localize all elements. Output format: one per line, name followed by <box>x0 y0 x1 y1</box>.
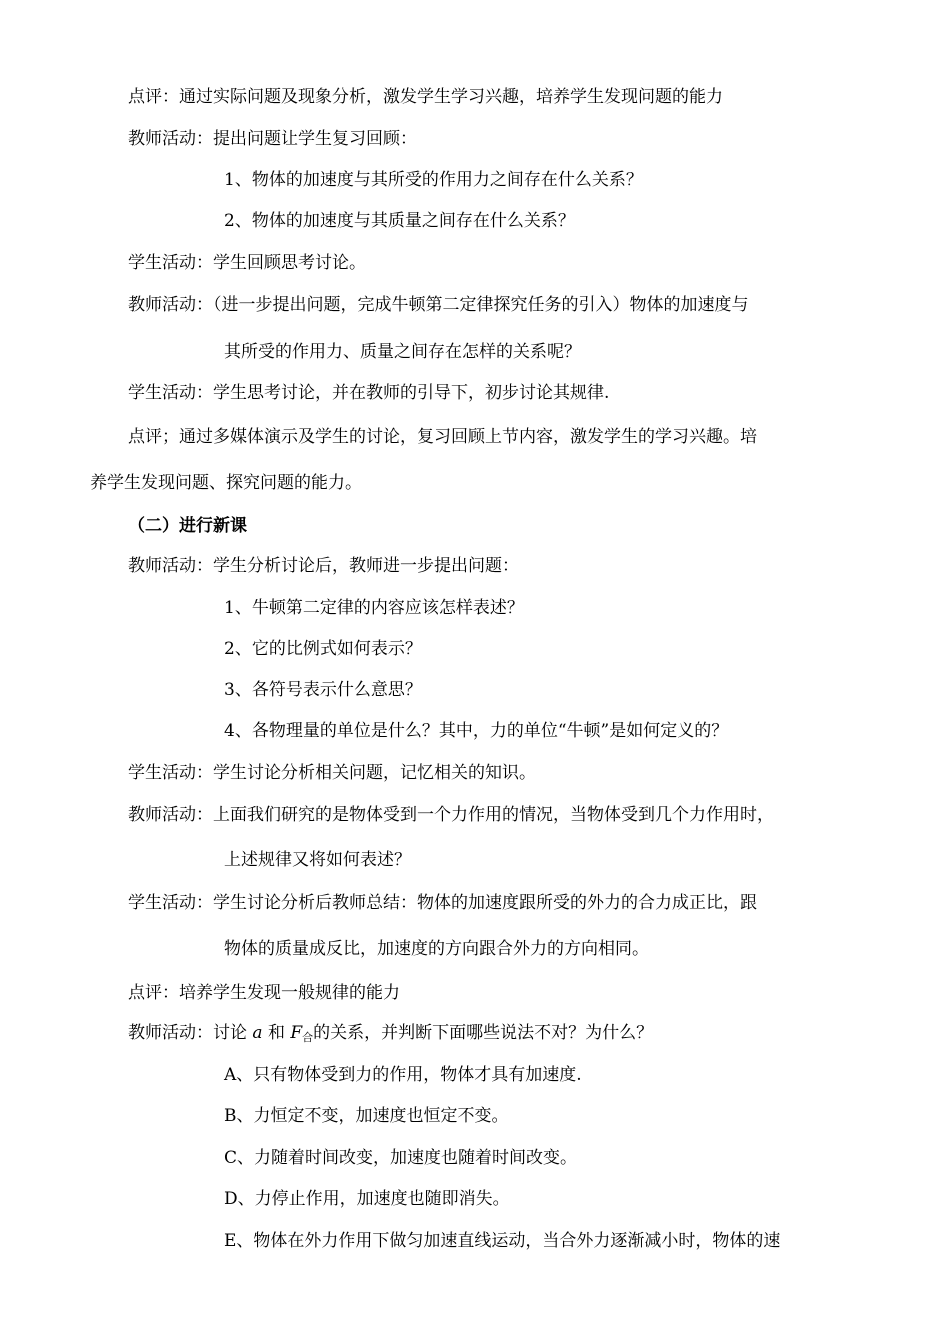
net-force-subscript: 合 <box>302 1031 314 1044</box>
student-activity-line: 学生活动：学生讨论分析相关问题，记忆相关的知识。 <box>128 763 536 783</box>
option-item: A、只有物体受到力的作用，物体才具有加速度. <box>224 1065 582 1085</box>
teacher-activity-formula-line <box>128 1022 653 1049</box>
question-item: 4、各物理量的单位是什么？其中，力的单位“牛顿”是如何定义的？ <box>224 721 729 741</box>
teacher-activity-continuation: 其所受的作用力、质量之间存在怎样的关系呢？ <box>224 342 581 362</box>
teacher-activity-line: 教师活动：上面我们研究的是物体受到一个力作用的情况，当物体受到几个力作用时， <box>128 805 774 825</box>
comment-line: 点评：通过实际问题及现象分析，激发学生学习兴趣，培养学生发现问题的能力 <box>128 87 723 107</box>
comment-line: 点评；通过多媒体演示及学生的讨论，复习回顾上节内容，激发学生的学习兴趣。培 <box>128 427 757 447</box>
question-item: 1、牛顿第二定律的内容应该怎样表述？ <box>224 598 524 618</box>
option-item: B、力恒定不变，加速度也恒定不变。 <box>224 1106 509 1126</box>
question-item: 2、物体的加速度与其质量之间存在什么关系？ <box>224 211 575 231</box>
teacher-activity-line: 教师活动：学生分析讨论后，教师进一步提出问题： <box>128 556 519 576</box>
option-item: C、力随着时间改变，加速度也随着时间改变。 <box>224 1148 578 1168</box>
formula-prefix: 教师活动：讨论 <box>128 1023 253 1043</box>
question-item: 3、各符号表示什么意思？ <box>224 680 422 700</box>
formula-suffix: 的关系，并判断下面哪些说法不对？为什么？ <box>313 1023 654 1043</box>
question-item: 2、它的比例式如何表示？ <box>224 639 422 659</box>
teacher-activity-continuation: 上述规律又将如何表述？ <box>224 850 411 870</box>
student-activity-line: 学生活动：学生思考讨论，并在教师的引导下，初步讨论其规律. <box>128 383 610 403</box>
formula-mid: 和 <box>262 1023 291 1043</box>
comment-line: 点评：培养学生发现一般规律的能力 <box>128 983 400 1003</box>
option-item: E、物体在外力作用下做匀加速直线运动，当合外力逐渐减小时，物体的速 <box>224 1231 781 1251</box>
acceleration-symbol: a <box>252 1023 263 1043</box>
student-activity-line: 学生活动：学生回顾思考讨论。 <box>128 253 366 273</box>
teacher-activity-line: 教师活动：提出问题让学生复习回顾： <box>128 129 417 149</box>
force-symbol: F <box>290 1023 303 1043</box>
comment-continuation: 养学生发现问题、探究问题的能力。 <box>90 473 362 493</box>
section-heading: （二）进行新课 <box>128 516 247 536</box>
question-item: 1、物体的加速度与其所受的作用力之间存在什么关系？ <box>224 170 643 190</box>
teacher-activity-line: 教师活动：（进一步提出问题，完成牛顿第二定律探究任务的引入）物体的加速度与 <box>128 295 749 315</box>
option-item: D、力停止作用，加速度也随即消失。 <box>224 1189 510 1209</box>
student-activity-continuation: 物体的质量成反比，加速度的方向跟合外力的方向相同。 <box>224 939 649 959</box>
student-activity-line: 学生活动：学生讨论分析后教师总结：物体的加速度跟所受的外力的合力成正比，跟 <box>128 893 757 913</box>
